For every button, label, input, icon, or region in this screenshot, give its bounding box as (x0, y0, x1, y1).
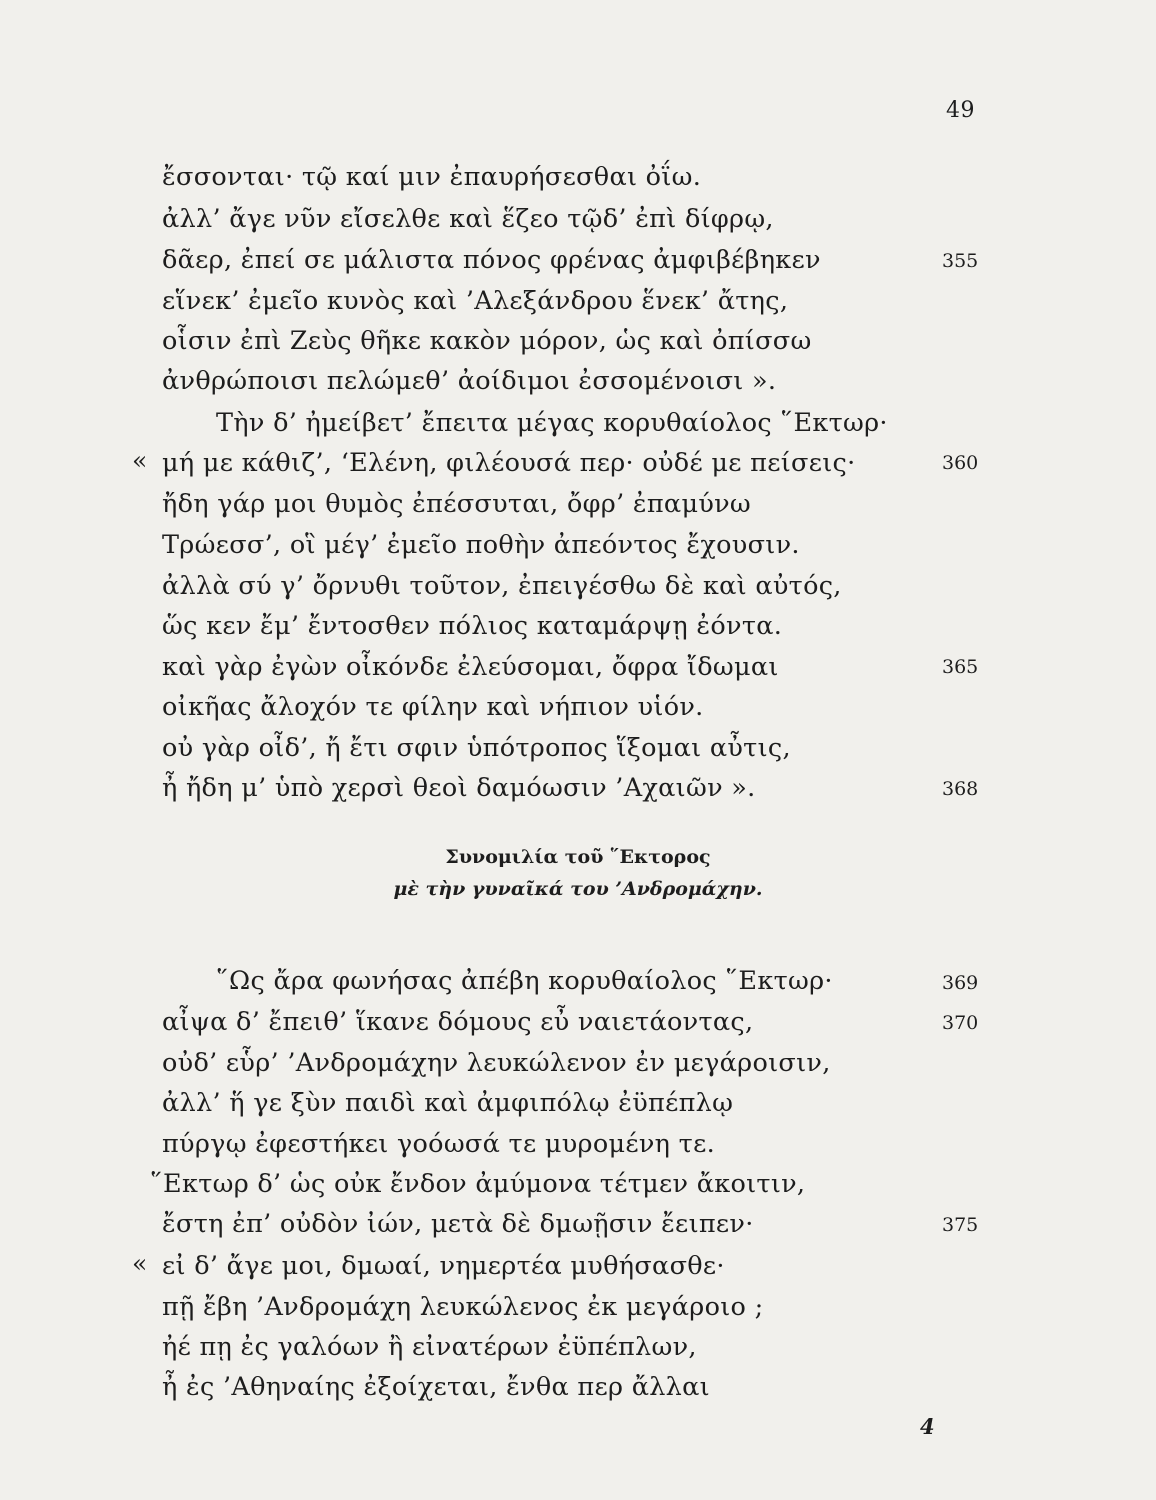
verse-line: ἔστη ἐπ’ οὐδὸν ἰών, μετὰ δὲ δμωῇσιν ἔειπεν· (162, 1209, 754, 1239)
verse-line: πῇ ἔβη ’Ανδρομάχη λευκώλενος ἐκ μεγάροιο ; (162, 1292, 764, 1322)
line-number: 355 (942, 250, 979, 272)
line-number: 368 (942, 778, 979, 800)
verse-line: ἀλλ’ ἄγε νῦν εἴσελθε καὶ ἕζεο τῷδ’ ἐπὶ δίφρῳ, (162, 204, 774, 234)
verse-line: ἦ ἐς ’Αθηναίης ἐξοίχεται, ἔνθα περ ἄλλαι (162, 1372, 710, 1402)
section-heading-line2: μὲ τὴν γυναῖκά του ’Ανδρομάχην. (393, 878, 763, 900)
verse-line: εἵνεκ’ ἐμεῖο κυνὸς καὶ ’Αλεξάνδρου ἕνεκ’ ἄτης, (162, 286, 789, 316)
verse-line: μή με κάθιζ’, ‘Ελένη, φιλέουσά περ· οὐδέ με πείσεις· (162, 448, 856, 478)
signature-mark: 4 (920, 1414, 935, 1439)
verse-line: ὥς κεν ἔμ’ ἔντοσθεν πόλιος καταμάρψῃ ἐόντα. (162, 611, 783, 641)
verse-line: οὐδ’ εὗρ’ ’Ανδρομάχην λευκώλενον ἐν μεγάροισιν, (162, 1048, 831, 1078)
quote-mark: « (132, 1249, 148, 1278)
verse-line: Τὴν δ’ ἠμείβετ’ ἔπειτα μέγας κορυθαίολος ῞Εκτωρ· (216, 408, 888, 438)
verse-line: ἤδη γάρ μοι θυμὸς ἐπέσσυται, ὄφρ’ ἐπαμύνω (162, 489, 752, 519)
verse-line: δᾶερ, ἐπεί σε μάλιστα πόνος φρένας ἀμφιβέβηκεν (162, 245, 821, 275)
verse-line: αἶψα δ’ ἔπειθ’ ἵκανε δόμους εὖ ναιετάοντας, (162, 1007, 754, 1037)
verse-line: ἠέ πῃ ἐς γαλόων ἢ εἰνατέρων ἐϋπέπλων, (162, 1332, 697, 1362)
verse-line: Τρώεσσ’, οἳ μέγ’ ἐμεῖο ποθὴν ἀπεόντος ἔχουσιν. (162, 530, 800, 560)
quote-mark: « (132, 446, 148, 475)
line-number: 375 (942, 1214, 979, 1236)
line-number: 369 (942, 972, 979, 994)
line-number: 365 (942, 656, 979, 678)
verse-line: οἰκῆας ἄλοχόν τε φίλην καὶ νήπιον υἱόν. (162, 692, 704, 722)
page-number: 49 (946, 98, 975, 123)
verse-line: ἀλλὰ σύ γ’ ὄρνυθι τοῦτον, ἐπειγέσθω δὲ καὶ αὐτός, (162, 571, 842, 601)
verse-line: ῞Ως ἄρα φωνήσας ἀπέβη κορυθαίολος ῞Εκτωρ· (216, 966, 833, 996)
section-heading-line1: Συνομιλία τοῦ ῞Εκτορος (445, 846, 711, 868)
verse-line: ῞Εκτωρ δ’ ὡς οὐκ ἔνδον ἀμύμονα τέτμεν ἄκοιτιν, (150, 1169, 806, 1199)
verse-line: ἔσσονται· τῷ καί μιν ἐπαυρήσεσθαι ὀΐω. (162, 162, 702, 192)
verse-line: ἀνθρώποισι πελώμεθ’ ἀοίδιμοι ἐσσομένοισι ». (162, 366, 777, 396)
verse-line: εἰ δ’ ἄγε μοι, δμωαί, νημερτέα μυθήσασθε· (162, 1251, 725, 1281)
verse-line: καὶ γὰρ ἐγὼν οἶκόνδε ἐλεύσομαι, ὄφρα ἴδωμαι (162, 652, 779, 682)
verse-line: ἦ ἤδη μ’ ὑπὸ χερσὶ θεοὶ δαμόωσιν ’Αχαιῶν ». (162, 773, 756, 803)
line-number: 370 (942, 1012, 979, 1034)
verse-line: ἀλλ’ ἥ γε ξὺν παιδὶ καὶ ἀμφιπόλῳ ἐϋπέπλῳ (162, 1088, 734, 1118)
line-number: 360 (942, 452, 979, 474)
verse-line: πύργῳ ἐφεστήκει γοόωσά τε μυρομένη τε. (162, 1129, 715, 1159)
verse-line: οὐ γὰρ οἶδ’, ἤ ἔτι σφιν ὑπότροπος ἵξομαι αὖτις, (162, 733, 791, 763)
verse-line: οἷσιν ἐπὶ Ζεὺς θῆκε κακὸν μόρον, ὡς καὶ ὀπίσσω (162, 326, 812, 356)
